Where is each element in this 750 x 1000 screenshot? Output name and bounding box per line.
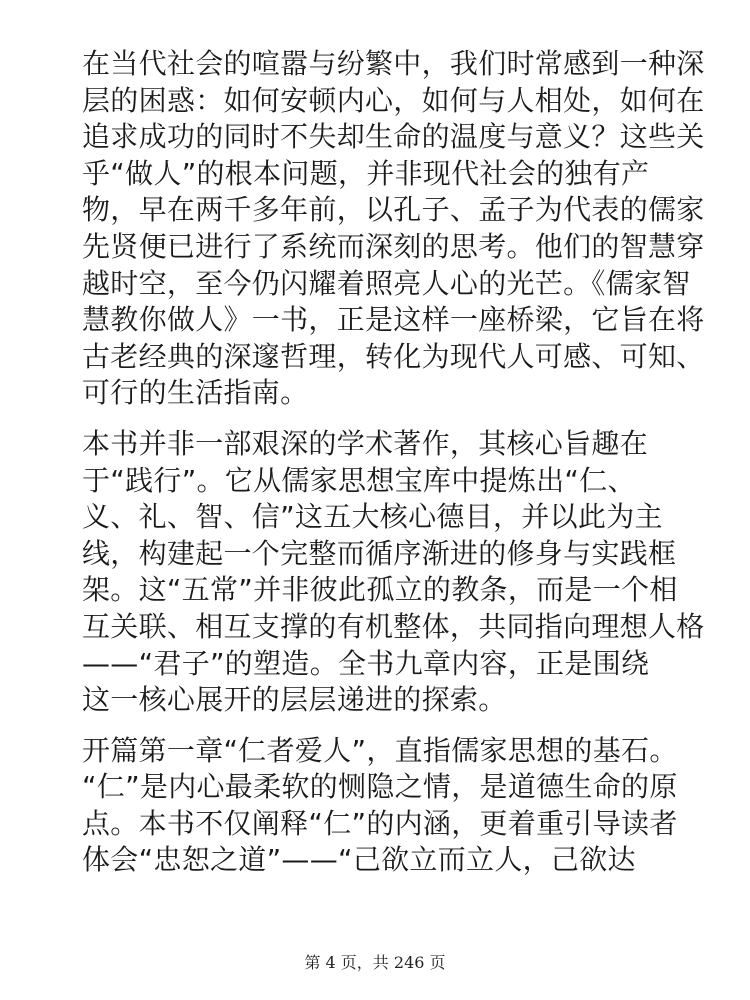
text-line: 线，构建起一个完整而循序渐进的修身与实践框 [82,536,677,570]
text-line: ——“君子”的塑造。全书九章内容，正是围绕 [82,646,650,680]
text-line: 追求成功的同时不失却生命的温度与意义？这些关 [82,120,705,154]
text-line: 层的困惑：如何安顿内心，如何与人相处，如何在 [82,83,705,117]
text-line: 乎“做人”的根本问题，并非现代社会的独有产 [82,156,650,190]
text-line: 开篇第一章“仁者爱人”，直指儒家思想的基石。 [82,733,678,767]
text-line: “仁”是内心最柔软的恻隐之情，是道德生命的原 [82,770,678,804]
text-line: 体会“忠恕之道”——“己欲立而立人，己欲达 [82,843,636,877]
text-line: 越时空，至今仍闪耀着照亮人心的光芒。《儒家智 [82,266,691,300]
paragraph-1 [82,46,705,412]
text-line: 互关联、相互支撑的有机整体，共同指向理想人格 [82,609,705,643]
page-body [82,46,705,893]
paragraph-3 [82,733,682,879]
text-line: 在当代社会的喧嚣与纷繁中，我们时常感到一种深 [82,47,705,80]
text-line: 物，早在两千多年前，以孔子、孟子为代表的儒家 [82,193,705,227]
page-number: 第 4 页，共 246 页 [304,953,446,972]
text-line: 架。这“五常”并非彼此孤立的教条，而是一个相 [82,573,678,607]
text-line: 本书并非一部艰深的学术著作，其核心旨趣在 [82,426,649,460]
text-line: 先贤便已进行了系统而深刻的思考。他们的智慧穿 [82,229,705,263]
text-line: 古老经典的深邃哲理，转化为现代人可感、可知、 [82,339,705,373]
text-line: 点。本书不仅阐释“仁”的内涵，更着重引导读者 [82,806,678,840]
text-line: 这一核心展开的层层递进的探索。 [82,683,507,717]
paragraph-2 [82,426,705,719]
text-line: 可行的生活指南。 [82,376,309,410]
text-line: 慧教你做人》一书，正是这样一座桥梁，它旨在将 [82,303,705,337]
text-line: 于“践行”。它从儒家思想宝库中提炼出“仁、 [82,463,636,497]
text-line: 义、礼、智、信”这五大核心德目，并以此为主 [82,500,663,534]
